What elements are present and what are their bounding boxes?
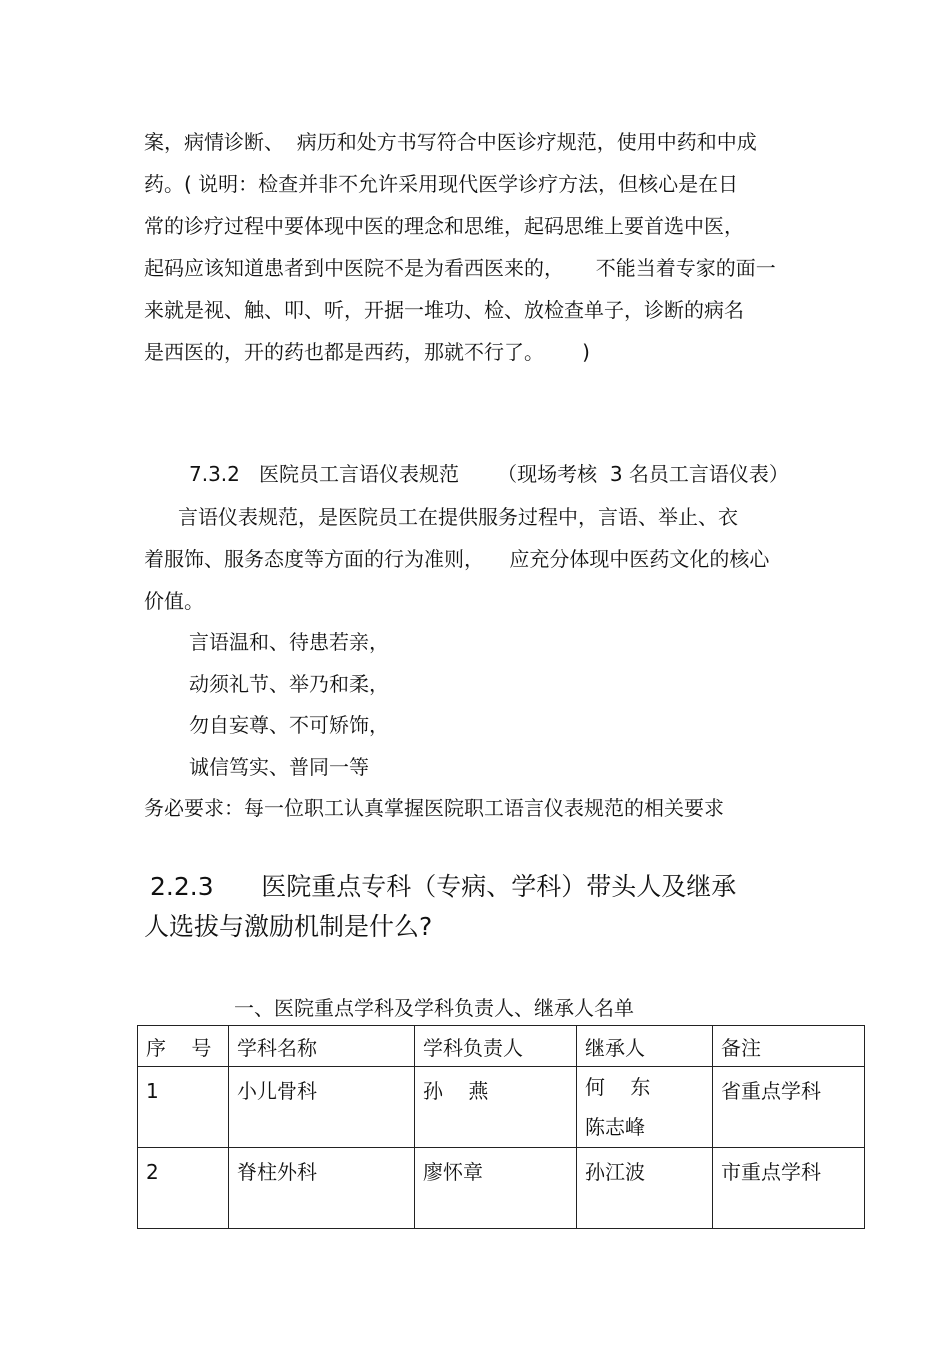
header-cell-successor: 继承人 [577, 1026, 713, 1067]
header-cell-lead: 学科负责人 [415, 1026, 577, 1067]
section-heading-223: 2.2.3 医院重点专科（专病、学科）带头人及继承 [150, 872, 737, 901]
table-cell: 2 [138, 1148, 229, 1229]
body-text-line: 价值。 [144, 589, 204, 613]
body-text-line: 是西医的，开的药也都是西药，那就不行了。 ) [144, 340, 590, 364]
header-cell-discipline: 学科名称 [229, 1026, 415, 1067]
table-cell: 市重点学科 [713, 1148, 865, 1229]
table-row [138, 1148, 865, 1229]
table-header-row [138, 1026, 865, 1067]
table-row [138, 1067, 865, 1148]
body-text-line: 着服饰、服务态度等方面的行为准则， 应充分体现中医药文化的核心 [144, 547, 770, 571]
principle-line: 言语温和、待患若亲， [189, 630, 389, 654]
body-text-line: 案，病情诊断、 病历和处方书写符合中医诊疗规范，使用中药和中成 [144, 130, 757, 154]
table-cell: 孙江波 [577, 1148, 713, 1229]
principle-line: 勿自妄尊、不可矫饰， [189, 713, 389, 737]
section-heading-732: 7.3.2 医院员工言语仪表规范 （现场考核 3 名员工言语仪表） [189, 462, 789, 486]
principle-line: 诚信笃实、普同一等 [189, 755, 369, 779]
table-cell: 省重点学科 [713, 1067, 865, 1148]
body-text-line: 常的诊疗过程中要体现中医的理念和思维，起码思维上要首选中医， [144, 214, 744, 238]
body-text-line: 药。( 说明：检查并非不允许采用现代医学诊疗方法，但核心是在日 [144, 172, 739, 196]
table-cell: 廖怀章 [415, 1148, 577, 1229]
body-text-line: 来就是视、触、叩、听，开据一堆功、检、放检查单子，诊断的病名 [144, 298, 744, 322]
principle-line: 动须礼节、举乃和柔， [189, 672, 389, 696]
discipline-table [137, 1025, 865, 1229]
body-text-line: 起码应该知道患者到中医院不是为看西医来的， 不能当着专家的面一 [144, 256, 776, 280]
table-cell: 孙 燕 [415, 1067, 577, 1148]
table-cell: 何 东 陈志峰 [577, 1067, 713, 1148]
section-heading-223-cont: 人选拔与激励机制是什么? [144, 912, 433, 941]
body-text-line: 言语仪表规范，是医院员工在提供服务过程中，言语、举止、衣 [178, 505, 738, 529]
table-cell: 小儿骨科 [229, 1067, 415, 1148]
table-cell: 1 [138, 1067, 229, 1148]
requirement-line: 务必要求：每一位职工认真掌握医院职工语言仪表规范的相关要求 [144, 796, 724, 820]
table-caption: 一、医院重点学科及学科负责人、继承人名单 [234, 996, 634, 1020]
header-cell-index: 序 号 [138, 1026, 229, 1067]
header-cell-remarks: 备注 [713, 1026, 865, 1067]
table-cell: 脊柱外科 [229, 1148, 415, 1229]
